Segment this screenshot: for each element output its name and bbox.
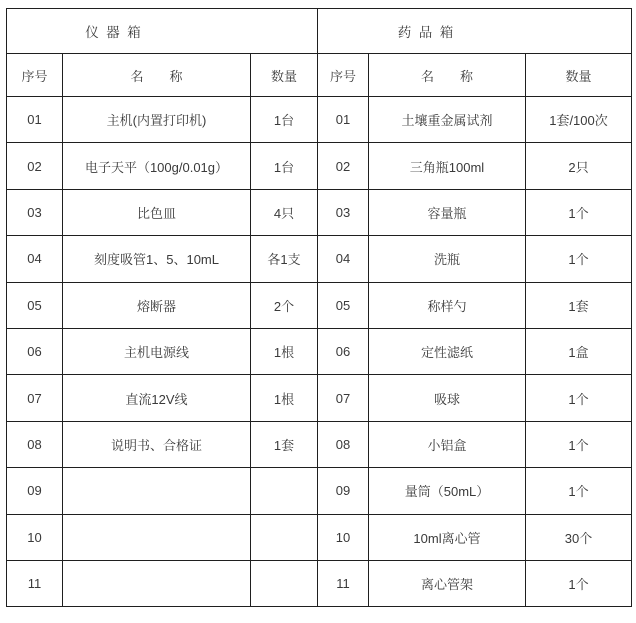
medicine-box-title: 药 品 箱 — [397, 25, 454, 40]
packing-list-table — [6, 8, 632, 607]
cell-name: 10ml离心管 — [369, 514, 526, 560]
table-row — [7, 236, 632, 282]
table-row — [7, 97, 632, 143]
table-row — [7, 328, 632, 374]
cell-qty: 2个 — [251, 282, 318, 328]
cell-index: 06 — [318, 328, 369, 374]
cell-qty: 1个 — [526, 236, 632, 282]
table-row — [7, 143, 632, 189]
cell-index: 03 — [7, 189, 63, 235]
table-row — [7, 282, 632, 328]
cell-name: 称样勺 — [369, 282, 526, 328]
cell-name: 吸球 — [369, 375, 526, 421]
cell-index: 09 — [318, 468, 369, 514]
instrument-index-header: 序号 — [7, 54, 63, 97]
cell-qty: 1个 — [526, 560, 632, 606]
cell-index: 06 — [7, 328, 63, 374]
instrument-box-title-cell — [7, 9, 318, 54]
cell-qty: 1台 — [251, 143, 318, 189]
medicine-name-header: 名 称 — [369, 54, 526, 97]
cell-name: 说明书、合格证 — [63, 421, 251, 467]
table-row — [7, 514, 632, 560]
cell-name: 比色皿 — [63, 189, 251, 235]
table-row — [7, 560, 632, 606]
cell-index: 01 — [318, 97, 369, 143]
cell-qty: 1套/100次 — [526, 97, 632, 143]
cell-index: 11 — [318, 560, 369, 606]
cell-qty: 1盒 — [526, 328, 632, 374]
cell-name: 刻度吸管1、5、10mL — [63, 236, 251, 282]
cell-qty: 2只 — [526, 143, 632, 189]
table-row — [7, 375, 632, 421]
cell-name: 定性滤纸 — [369, 328, 526, 374]
cell-qty: 1个 — [526, 468, 632, 514]
cell-index: 04 — [318, 236, 369, 282]
section-title-row — [7, 9, 632, 54]
cell-name: 电子天平（100g/0.01g） — [63, 143, 251, 189]
cell-qty: 1根 — [251, 375, 318, 421]
cell-name — [63, 468, 251, 514]
cell-name: 主机(内置打印机) — [63, 97, 251, 143]
cell-index: 02 — [7, 143, 63, 189]
cell-qty: 1根 — [251, 328, 318, 374]
cell-name — [63, 560, 251, 606]
table-row — [7, 189, 632, 235]
cell-name — [63, 514, 251, 560]
cell-name: 量筒（50mL） — [369, 468, 526, 514]
instrument-name-header: 名 称 — [63, 54, 251, 97]
cell-index: 08 — [318, 421, 369, 467]
cell-name: 小铝盒 — [369, 421, 526, 467]
table-row — [7, 468, 632, 514]
cell-qty — [251, 468, 318, 514]
cell-index: 08 — [7, 421, 63, 467]
cell-index: 10 — [318, 514, 369, 560]
cell-index: 09 — [7, 468, 63, 514]
cell-name: 洗瓶 — [369, 236, 526, 282]
cell-qty: 1套 — [251, 421, 318, 467]
instrument-qty-header: 数量 — [251, 54, 318, 97]
cell-qty: 30个 — [526, 514, 632, 560]
cell-name: 土壤重金属试剂 — [369, 97, 526, 143]
medicine-index-header: 序号 — [318, 54, 369, 97]
cell-index: 04 — [7, 236, 63, 282]
cell-name: 熔断器 — [63, 282, 251, 328]
cell-index: 07 — [318, 375, 369, 421]
cell-index: 01 — [7, 97, 63, 143]
instrument-box-title: 仪 器 箱 — [85, 25, 141, 40]
cell-qty: 4只 — [251, 189, 318, 235]
cell-qty — [251, 560, 318, 606]
medicine-box-title-cell — [318, 9, 632, 54]
cell-qty: 1套 — [526, 282, 632, 328]
column-header-row — [7, 54, 632, 97]
cell-qty: 1台 — [251, 97, 318, 143]
cell-index: 03 — [318, 189, 369, 235]
cell-index: 02 — [318, 143, 369, 189]
cell-qty: 各1支 — [251, 236, 318, 282]
cell-index: 10 — [7, 514, 63, 560]
cell-name: 离心管架 — [369, 560, 526, 606]
cell-qty — [251, 514, 318, 560]
cell-index: 07 — [7, 375, 63, 421]
cell-index: 05 — [318, 282, 369, 328]
cell-index: 11 — [7, 560, 63, 606]
cell-name: 主机电源线 — [63, 328, 251, 374]
cell-name: 直流12V线 — [63, 375, 251, 421]
cell-qty: 1个 — [526, 189, 632, 235]
cell-qty: 1个 — [526, 375, 632, 421]
medicine-qty-header: 数量 — [526, 54, 632, 97]
cell-qty: 1个 — [526, 421, 632, 467]
cell-index: 05 — [7, 282, 63, 328]
cell-name: 容量瓶 — [369, 189, 526, 235]
table-row — [7, 421, 632, 467]
cell-name: 三角瓶100ml — [369, 143, 526, 189]
